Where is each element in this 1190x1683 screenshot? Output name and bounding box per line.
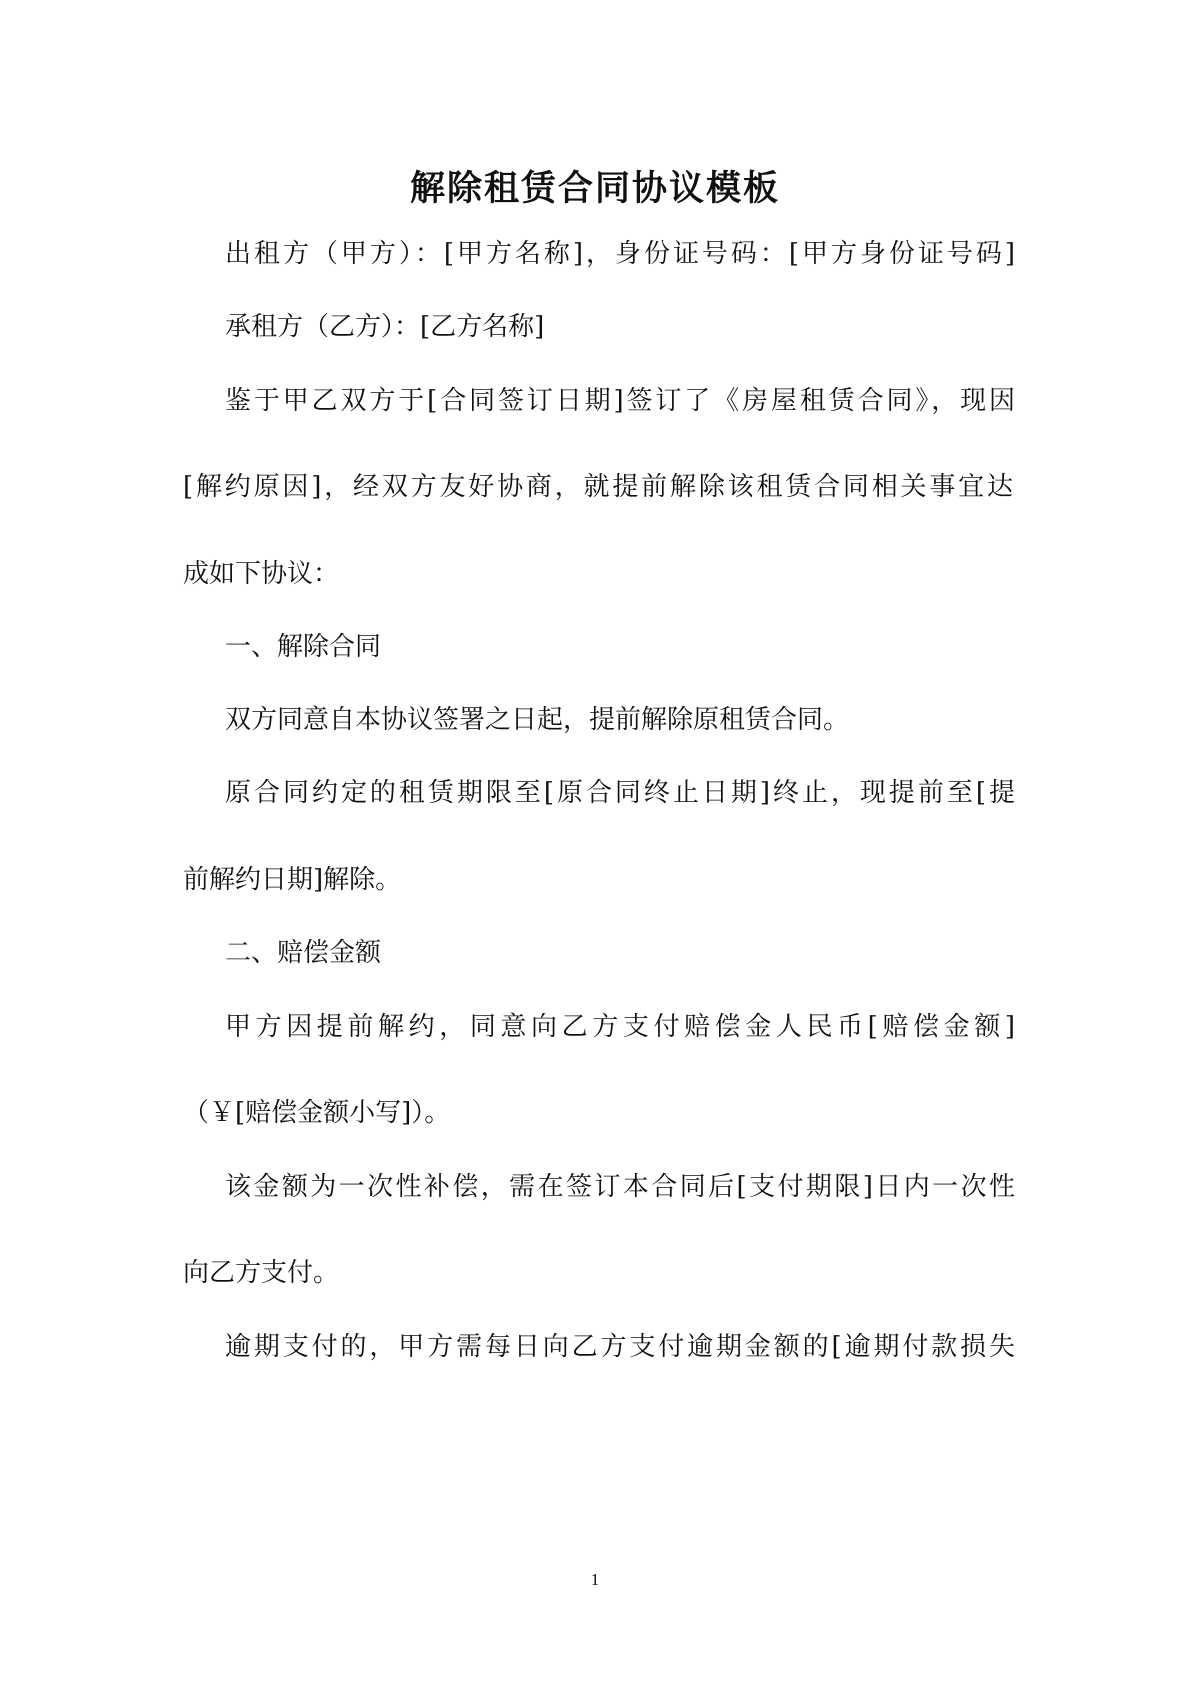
section-heading-2: 二、赔偿金额 (225, 938, 382, 968)
document-title: 解除租赁合同协议模板 (409, 168, 780, 209)
section-heading-1: 一、解除合同 (225, 632, 382, 662)
party-a-line: 出租方（甲方）：[甲方名称]，身份证号码：[甲方身份证号码] (225, 239, 1015, 269)
clause-1-line-3: 前解约日期]解除。 (183, 865, 402, 895)
clause-2-line-1: 甲方因提前解约，同意向乙方支付赔偿金人民币[赔偿金额] (225, 1012, 1015, 1042)
clause-1-line-1: 双方同意自本协议签署之日起，提前解除原租赁合同。 (225, 705, 850, 735)
preamble-line-2: [解约原因]，经双方友好协商，就提前解除该租赁合同相关事宜达 (183, 472, 1013, 502)
party-b-line: 承租方（乙方）：[乙方名称] (225, 312, 545, 342)
preamble-line-3: 成如下协议： (183, 559, 340, 589)
clause-2-line-3: 该金额为一次性补偿，需在签订本合同后[支付期限]日内一次性 (225, 1172, 1015, 1202)
page-number: 1 (590, 1570, 600, 1589)
clause-1-line-2: 原合同约定的租赁期限至[原合同终止日期]终止，现提前至[提 (225, 778, 1015, 808)
clause-2-line-2: （￥[赔偿金额小写]）。 (183, 1098, 451, 1128)
clause-2-line-5: 逾期支付的，甲方需每日向乙方支付逾期金额的[逾期付款损失 (225, 1332, 1015, 1362)
preamble-line-1: 鉴于甲乙双方于[合同签订日期]签订了《房屋租赁合同》，现因 (225, 386, 1015, 416)
clause-2-line-4: 向乙方支付。 (183, 1258, 340, 1288)
